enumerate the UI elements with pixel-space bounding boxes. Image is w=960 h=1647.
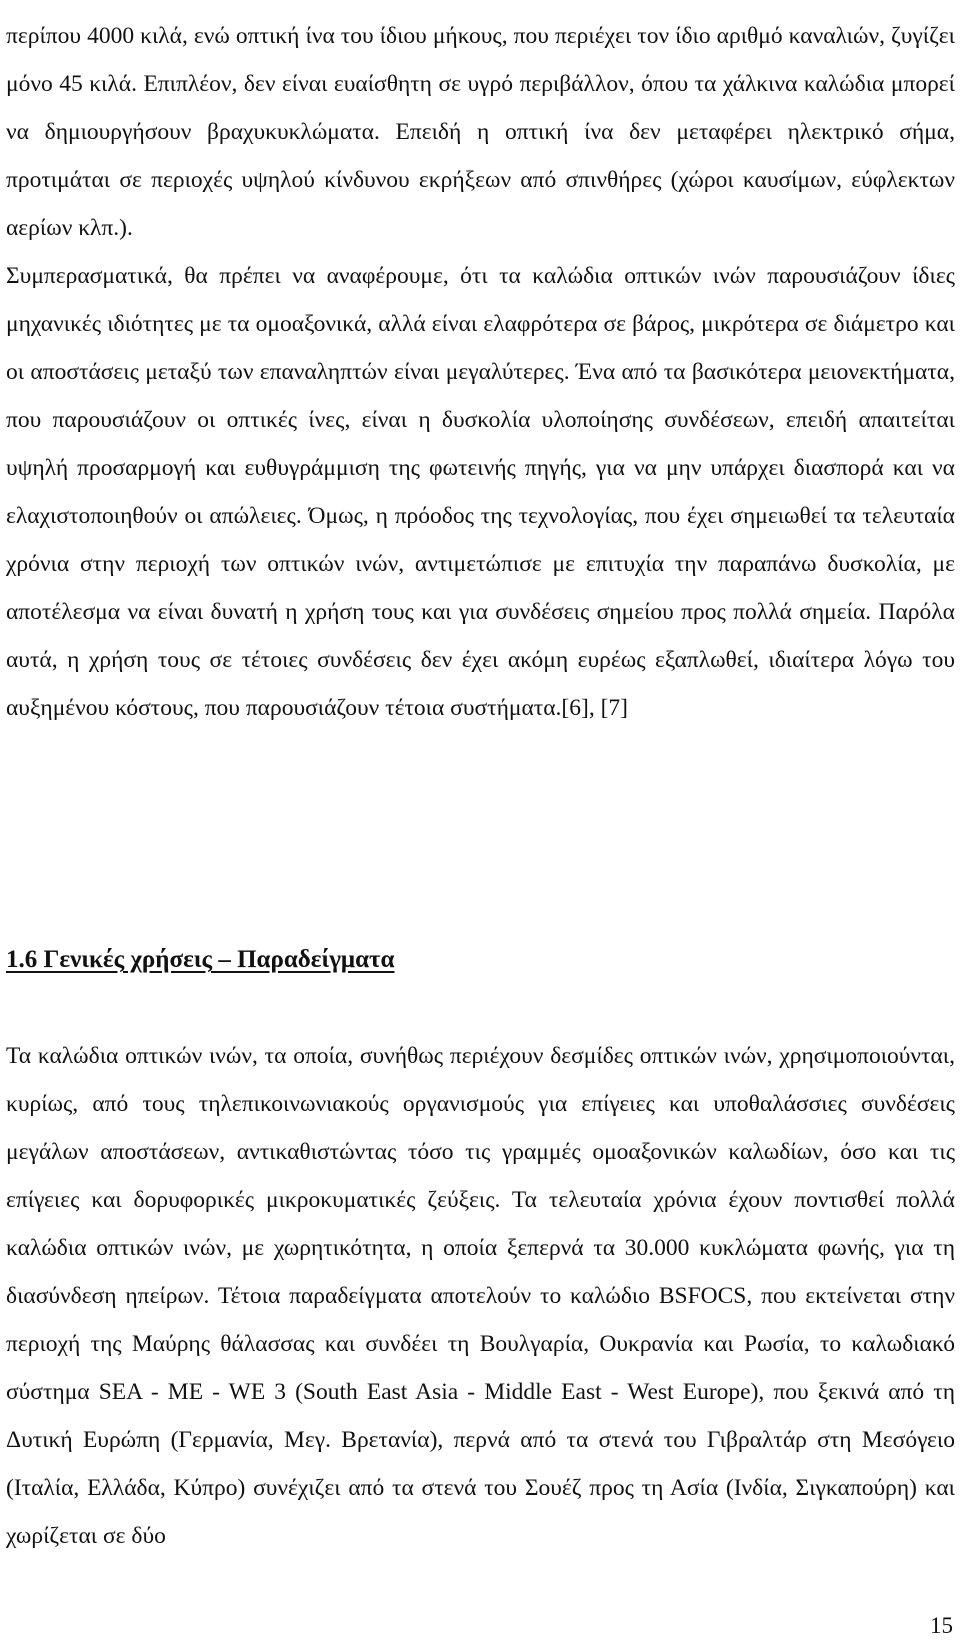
document-body: [6, 12, 955, 732]
section-body: [6, 1032, 955, 1560]
page-number: 15: [930, 1613, 953, 1638]
paragraph-general-uses: Τα καλώδια οπτικών ινών, τα οποία, συνήθως περιέχουν δεσμίδες οπτικών ινών, χρησιμοποιούνται, κυρίως, από τους τηλεπικοινωνιακούς οργανισμούς για επίγειες και υποθαλάσσιες συνδέσεις μεγάλων αποστάσεων, αντικαθιστώντας τόσο τις γραμμές ομοαξονικών καλωδίων, όσο και τις επίγειες και δορυφορικές μικροκυματικές ζεύξεις. Τα τελευταία χρόνια έχουν ποντισθεί πολλά καλώδια οπτικών ινών, με χωρητικότητα, η οποία ξεπερνά τα 30.000 κυκλώματα φωνής, για τη διασύνδεση ηπείρων. Τέτοια παραδείγματα αποτελούν το καλώδιο BSFOCS, που εκτείνεται στην περιοχή της Μαύρης θάλασσας και συνδέει τη Βουλγαρία, Ουκρανία και Ρωσία, το καλωδιακό σύστημα SEA - ME - WE 3 (South East Asia - Middle East - West Europe), που ξεκινά από τη Δυτική Ευρώπη (Γερμανία, Μεγ. Βρετανία), περνά από τα στενά του Γιβραλτάρ στη Μεσόγειο (Ιταλία, Ελλάδα, Κύπρο) συνέχιζει από τα στενά του Σουέζ προς τη Ασία (Ινδία, Σιγκαπούρη) και χωρίζεται σε δύο: [6, 1043, 955, 1549]
paragraph-conclusion: Συμπερασματικά, θα πρέπει να αναφέρουμε, ότι τα καλώδια οπτικών ινών παρουσιάζουν ίδιες μηχανικές ιδιότητες με τα ομοαξονικά, αλλά είναι ελαφρότερα σε βάρος, μικρότερα σε διάμετρο και οι αποστάσεις μεταξύ των επαναληπτών είναι μεγαλύτερες. Ένα από τα βασικότερα μειονεκτήματα, που παρουσιάζουν οι οπτικές ίνες, είναι η δυσκολία υλοποίησης συνδέσεων, επειδή απαιτείται υψηλή προσαρμογή και ευθυγράμμιση της φωτεινής πηγής, για να μην υπάρχει διασπορά και να ελαχιστοποιηθούν οι απώλειες. Όμως, η πρόοδος της τεχνολογίας, που έχει σημειωθεί τα τελευταία χρόνια στην περιοχή των οπτικών ινών, αντιμετώπισε με επιτυχία την παραπάνω δυσκολία, με αποτέλεσμα να είναι δυνατή η χρήση τους και για συνδέσεις σημείου προς πολλά σημεία. Παρόλα αυτά, η χρήση τους σε τέτοιες συνδέσεις δεν έχει ακόμη ευρέως εξαπλωθεί, ιδιαίτερα λόγω του αυξημένου κόστους, που παρουσιάζουν τέτοια συστήματα.[6], [7]: [6, 263, 955, 721]
paragraph-fiber-advantages: περίπου 4000 κιλά, ενώ οπτική ίνα του ίδιου μήκους, που περιέχει τον ίδιο αριθμό καναλιών, ζυγίζει μόνο 45 κιλά. Επιπλέον, δεν είναι ευαίσθητη σε υγρό περιβάλλον, όπου τα χάλκινα καλώδια μπορεί να δημιουργήσουν βραχυκυκλώματα. Επειδή η οπτική ίνα δεν μεταφέρει ηλεκτρικό σήμα, προτιμάται σε περιοχές υψηλού κίνδυνου εκρήξεων από σπινθήρες (χώροι καυσίμων, εύφλεκτων αερίων κλπ.).: [6, 23, 955, 241]
section-heading-text: 1.6 Γενικές χρήσεις – Παραδείγματα: [6, 946, 395, 973]
section-heading: [6, 940, 395, 980]
